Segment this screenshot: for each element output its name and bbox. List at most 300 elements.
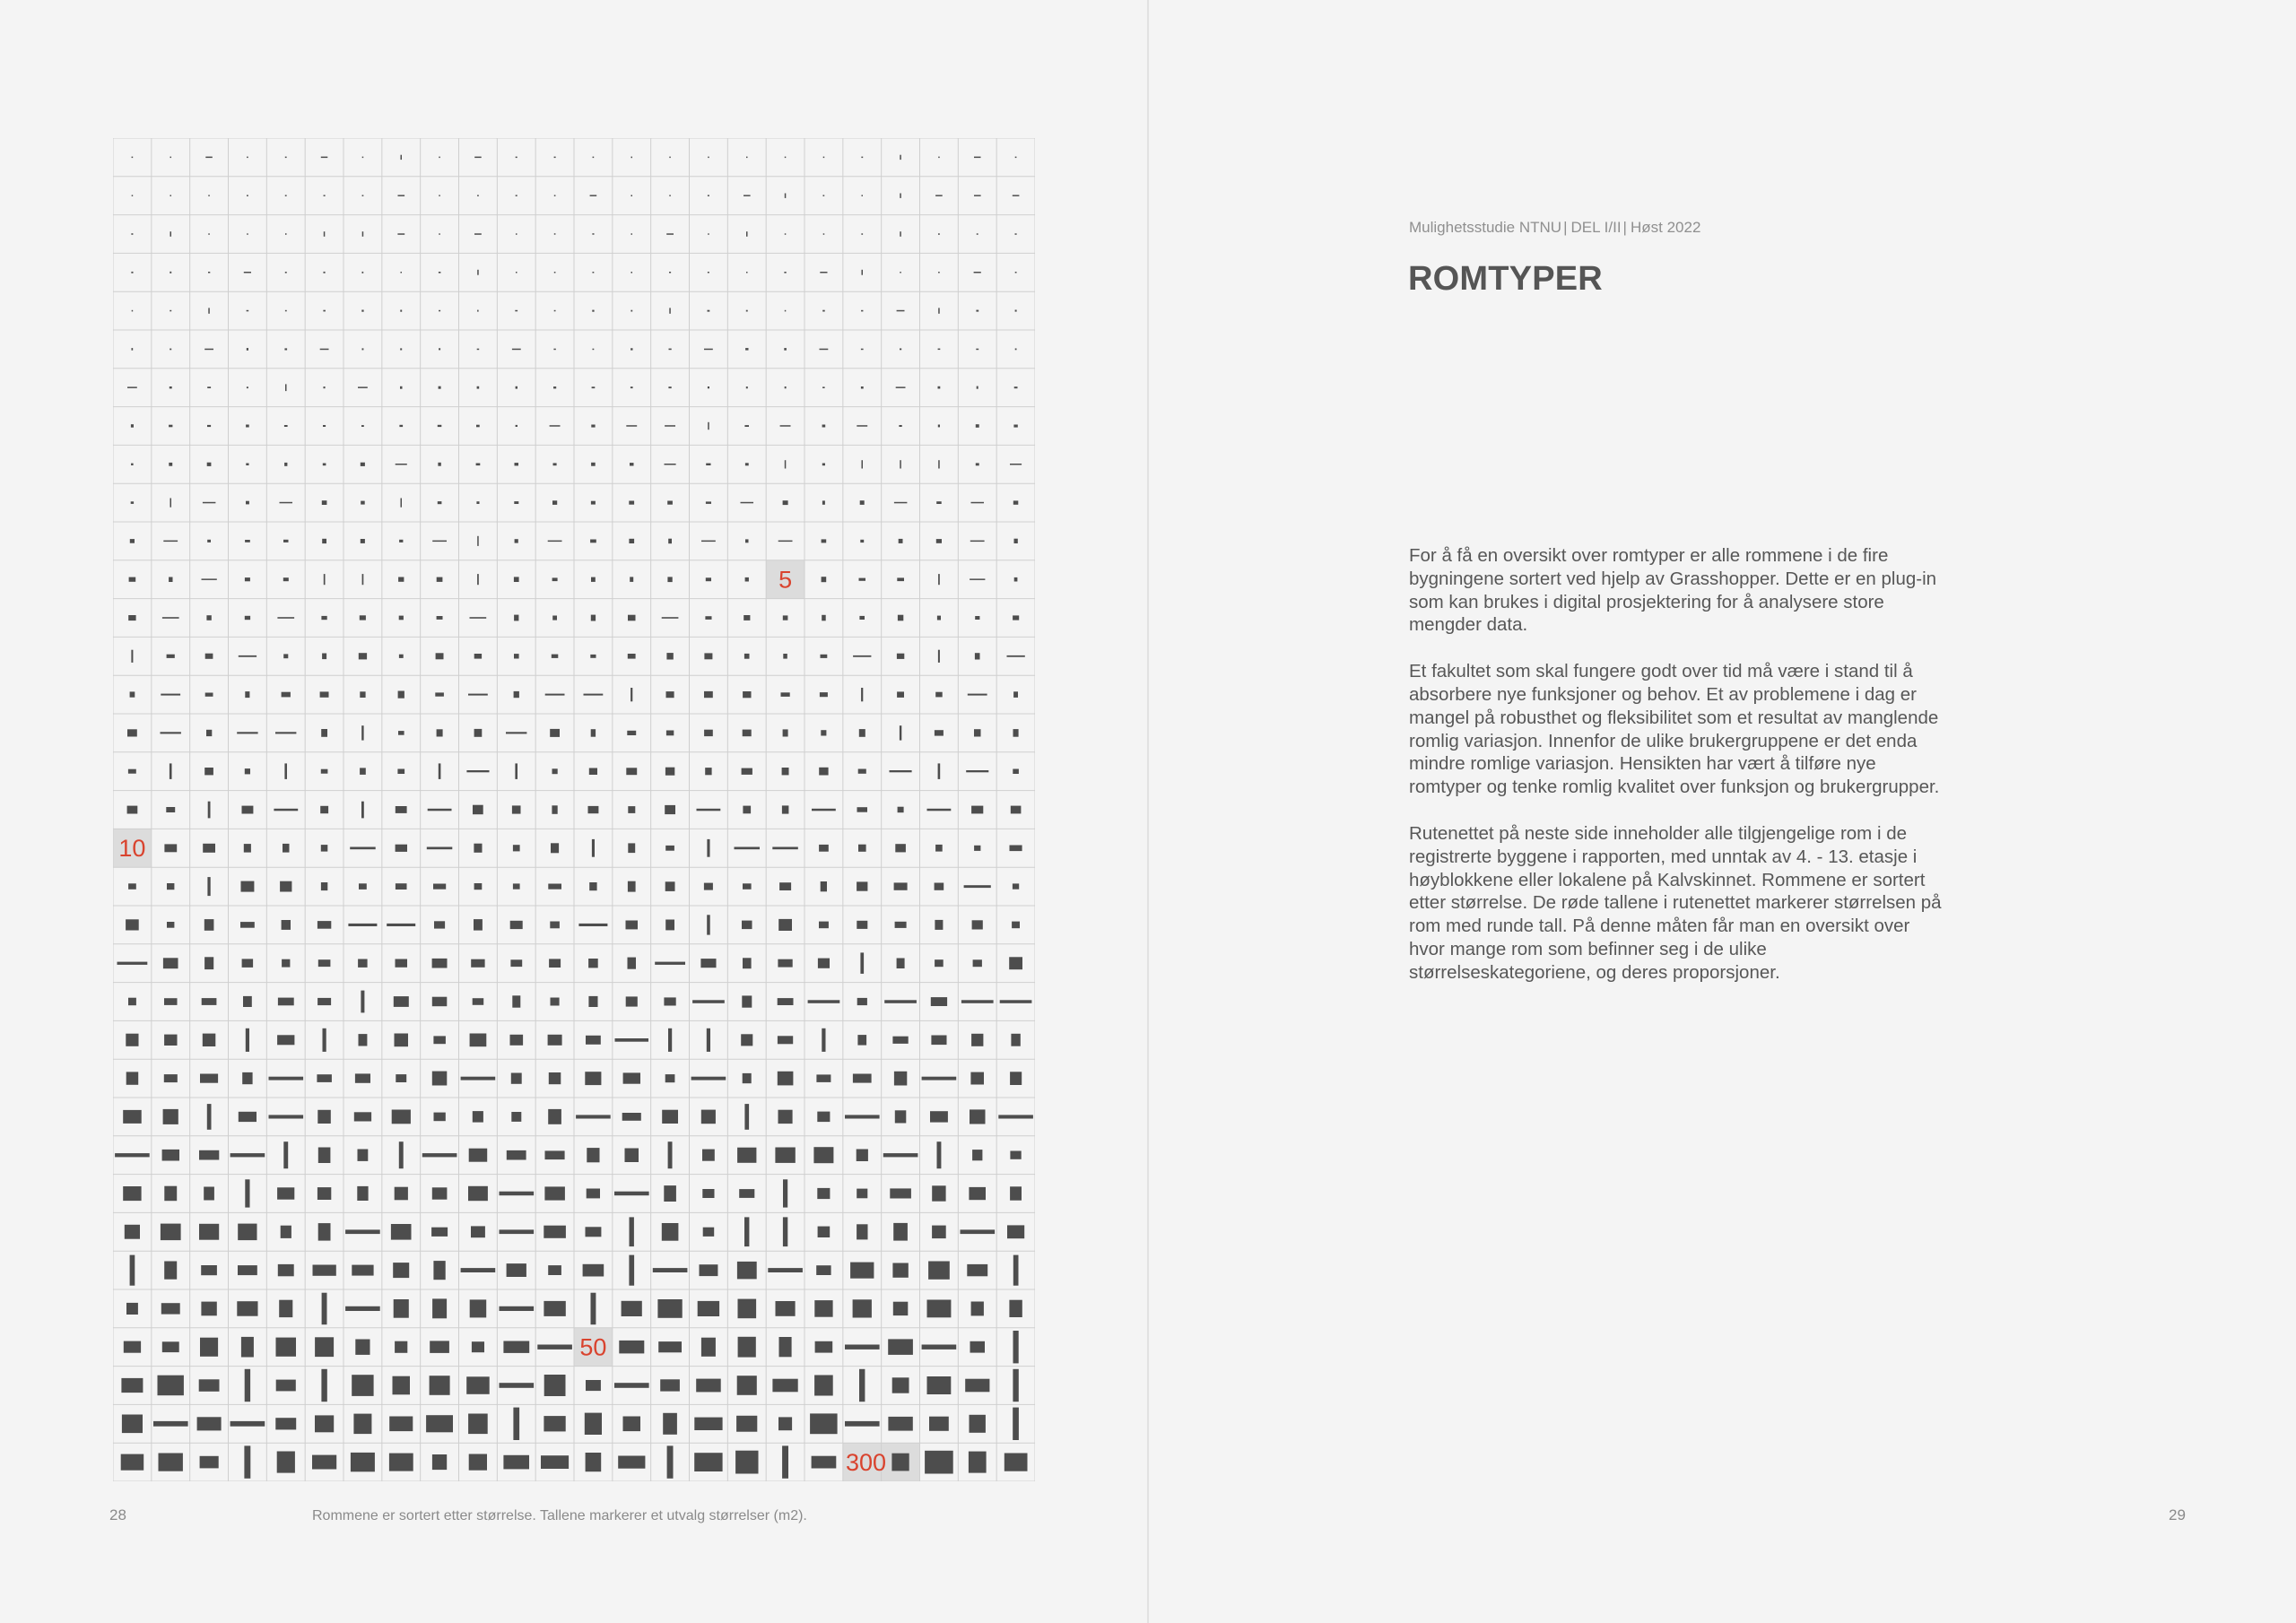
room-shape — [474, 654, 482, 659]
room-shape — [130, 1255, 135, 1286]
room-shape — [433, 884, 446, 890]
room-shape — [897, 310, 905, 312]
room-shape — [170, 763, 172, 779]
room-shape — [247, 233, 248, 235]
room-shape — [552, 577, 558, 581]
room-shape — [283, 1141, 288, 1168]
room-shape — [697, 809, 721, 812]
room-shape — [744, 1104, 749, 1130]
room-shape — [398, 731, 404, 735]
room-shape — [169, 577, 172, 583]
room-shape — [170, 349, 171, 351]
room-shape — [1015, 310, 1017, 312]
room-shape — [969, 1452, 987, 1473]
room-shape — [823, 233, 825, 235]
room-shape — [1013, 195, 1020, 196]
room-shape — [132, 157, 134, 159]
room-shape — [361, 310, 363, 312]
room-shape — [853, 1074, 872, 1083]
room-shape — [207, 1104, 212, 1130]
room-shape — [932, 1185, 945, 1201]
room-shape — [861, 386, 864, 389]
room-shape — [927, 1300, 952, 1318]
room-shape — [822, 386, 825, 388]
room-shape — [434, 921, 445, 928]
room-shape — [928, 1262, 950, 1280]
room-shape — [938, 233, 940, 235]
room-shape — [396, 806, 407, 813]
room-shape — [741, 1034, 752, 1046]
room-shape — [1014, 539, 1018, 543]
room-shape — [285, 233, 287, 235]
room-shape — [745, 577, 749, 582]
room-shape — [238, 1224, 257, 1241]
room-shape — [279, 1300, 292, 1317]
room-shape — [275, 732, 296, 733]
room-shape — [477, 386, 480, 389]
room-shape — [428, 809, 452, 812]
room-shape — [167, 655, 175, 658]
room-shape — [814, 1300, 832, 1317]
room-shape — [246, 501, 249, 505]
room-shape — [819, 768, 828, 776]
room-shape — [781, 692, 790, 697]
room-shape — [935, 883, 944, 890]
room-shape — [859, 578, 866, 581]
room-shape — [817, 1188, 830, 1199]
room-shape — [976, 310, 978, 312]
room-shape — [553, 463, 557, 465]
room-shape — [506, 732, 526, 733]
room-shape — [626, 425, 637, 427]
room-shape — [552, 500, 557, 505]
room-shape — [131, 233, 133, 235]
room-shape — [665, 920, 674, 931]
room-shape — [283, 654, 288, 658]
room-shape — [665, 805, 675, 814]
room-shape — [976, 463, 979, 465]
room-shape — [204, 957, 213, 969]
room-shape — [516, 195, 517, 196]
room-shape — [396, 883, 407, 890]
room-shape — [315, 1337, 334, 1357]
room-shape — [477, 349, 480, 351]
room-shape — [361, 991, 364, 1013]
room-shape — [850, 1263, 874, 1279]
room-shape — [393, 1263, 409, 1278]
room-shape — [857, 998, 867, 1005]
room-shape — [812, 1456, 837, 1469]
room-shape — [359, 1034, 368, 1046]
room-shape — [208, 308, 210, 313]
room-shape — [859, 1369, 865, 1402]
room-shape — [665, 768, 674, 776]
room-shape — [592, 386, 596, 388]
room-shape — [614, 1383, 649, 1388]
room-shape — [821, 730, 826, 735]
room-shape — [623, 1072, 640, 1083]
room-shape — [244, 1445, 250, 1478]
room-shape — [1013, 691, 1018, 698]
room-shape — [359, 653, 367, 659]
room-shape — [281, 1226, 291, 1238]
room-shape — [357, 1186, 368, 1201]
room-shape — [971, 806, 983, 814]
room-shape — [204, 349, 213, 351]
room-shape — [361, 501, 365, 505]
room-shape — [474, 729, 483, 737]
room-shape — [207, 463, 212, 466]
room-shape — [961, 1229, 996, 1234]
room-shape — [551, 843, 559, 853]
room-shape — [1010, 1151, 1021, 1159]
room-shape — [977, 233, 978, 235]
room-shape — [553, 386, 556, 388]
room-shape — [128, 769, 136, 774]
room-shape — [170, 310, 171, 312]
room-shape — [477, 270, 479, 275]
room-shape — [778, 541, 793, 542]
room-shape — [474, 844, 482, 853]
room-shape — [884, 1000, 917, 1003]
room-shape — [669, 195, 671, 196]
room-shape — [900, 155, 901, 160]
room-shape — [323, 425, 326, 427]
room-shape — [237, 1301, 257, 1316]
room-shape — [323, 310, 326, 312]
room-shape — [315, 1415, 334, 1432]
room-shape — [591, 577, 596, 582]
room-shape — [857, 807, 868, 812]
room-shape — [892, 1037, 908, 1044]
room-shape — [1015, 233, 1017, 235]
room-shape — [708, 386, 709, 388]
room-shape — [549, 1072, 561, 1084]
room-shape — [395, 1187, 408, 1201]
room-shape — [169, 425, 172, 428]
room-shape — [660, 1379, 680, 1391]
room-shape — [321, 1369, 326, 1402]
room-shape — [317, 1110, 331, 1124]
room-shape — [500, 1229, 535, 1234]
room-shape — [1000, 1000, 1032, 1003]
room-shape — [124, 1341, 141, 1353]
room-shape — [554, 233, 556, 235]
room-shape — [742, 768, 752, 775]
room-shape — [130, 539, 135, 543]
room-shape — [938, 308, 940, 313]
room-shape — [822, 425, 826, 428]
room-shape — [516, 233, 517, 235]
room-shape — [127, 386, 137, 388]
room-shape — [320, 691, 329, 697]
room-shape — [282, 692, 291, 698]
room-shape — [361, 539, 365, 543]
room-shape — [822, 615, 826, 621]
room-shape — [283, 577, 289, 581]
room-shape — [778, 1072, 794, 1086]
room-shape — [1012, 922, 1020, 929]
room-shape — [892, 1263, 908, 1278]
room-shape — [470, 1034, 487, 1047]
room-shape — [514, 691, 519, 698]
room-shape — [513, 1408, 519, 1440]
room-shape — [439, 386, 441, 389]
room-shape — [324, 231, 326, 237]
room-shape — [358, 386, 368, 388]
header-part: DEL I/II — [1570, 219, 1622, 236]
room-shape — [861, 157, 863, 159]
room-shape — [466, 1376, 490, 1394]
room-shape — [473, 805, 483, 815]
room-shape — [394, 996, 409, 1007]
room-shape — [471, 959, 484, 968]
room-shape — [742, 921, 752, 930]
room-shape — [667, 577, 672, 582]
room-shape — [768, 1268, 803, 1272]
room-shape — [548, 1109, 561, 1124]
room-shape — [820, 349, 829, 351]
room-shape — [614, 1192, 649, 1196]
room-shape — [278, 998, 294, 1006]
room-shape — [395, 1034, 409, 1047]
room-shape — [324, 272, 326, 273]
room-shape — [552, 655, 559, 658]
room-shape — [170, 231, 172, 237]
room-shape — [859, 616, 865, 620]
room-shape — [515, 310, 517, 312]
room-shape — [622, 1113, 641, 1121]
room-shape — [323, 464, 326, 466]
room-shape — [432, 541, 447, 542]
room-shape — [468, 1186, 488, 1201]
room-shape — [247, 386, 248, 388]
room-shape — [207, 540, 211, 542]
room-shape — [817, 1112, 830, 1123]
room-shape — [282, 920, 291, 930]
room-shape — [321, 882, 327, 890]
room-shape — [668, 539, 672, 544]
room-shape — [550, 729, 560, 737]
room-shape — [205, 157, 213, 159]
room-shape — [389, 1417, 413, 1432]
room-shape — [169, 463, 172, 466]
room-shape — [283, 844, 290, 853]
room-shape — [241, 1337, 254, 1358]
room-shape — [1009, 957, 1022, 969]
room-shape — [361, 425, 364, 427]
room-shape — [937, 616, 941, 621]
room-shape — [437, 729, 443, 736]
room-shape — [900, 349, 901, 351]
room-shape — [399, 616, 404, 621]
room-shape — [153, 1421, 188, 1427]
room-shape — [1011, 1034, 1020, 1046]
room-shape — [861, 349, 864, 351]
room-shape — [820, 272, 827, 273]
room-shape — [935, 845, 943, 852]
room-shape — [655, 962, 685, 965]
room-shape — [201, 1302, 216, 1316]
room-shape — [970, 578, 985, 580]
room-shape — [785, 386, 787, 388]
room-shape — [245, 768, 250, 774]
room-shape — [1013, 425, 1017, 428]
room-shape — [1013, 500, 1019, 504]
room-shape — [998, 1115, 1033, 1118]
room-shape — [822, 500, 825, 504]
room-shape — [897, 577, 904, 581]
room-shape — [345, 1306, 380, 1311]
room-shape — [242, 959, 254, 968]
room-shape — [396, 1074, 406, 1082]
room-shape — [545, 694, 565, 696]
room-shape — [736, 1416, 757, 1432]
room-shape — [822, 310, 825, 312]
room-shape — [393, 1376, 411, 1395]
room-shape — [200, 1074, 218, 1083]
room-shape — [245, 540, 250, 542]
room-shape — [203, 502, 216, 504]
room-shape — [1013, 883, 1019, 889]
room-shape — [703, 1228, 715, 1237]
room-shape — [628, 654, 636, 659]
room-shape — [778, 959, 792, 968]
room-shape — [972, 920, 983, 929]
room-shape — [822, 464, 825, 466]
room-shape — [461, 1077, 496, 1081]
room-shape — [888, 1339, 913, 1355]
room-shape — [937, 1141, 942, 1168]
room-shape — [554, 195, 556, 196]
room-shape — [322, 500, 327, 505]
room-shape — [432, 1298, 447, 1318]
room-shape — [512, 349, 521, 351]
room-shape — [389, 1454, 413, 1471]
room-shape — [922, 1345, 957, 1350]
room-shape — [704, 349, 713, 351]
room-shape — [744, 654, 750, 659]
room-shape — [544, 1375, 566, 1396]
room-shape — [237, 732, 257, 733]
room-shape — [477, 536, 479, 546]
room-shape — [975, 653, 980, 659]
room-shape — [738, 1337, 756, 1358]
room-shape — [397, 233, 404, 235]
room-shape — [550, 425, 561, 427]
room-shape — [938, 574, 940, 585]
room-shape — [784, 348, 787, 351]
room-shape — [782, 1445, 788, 1478]
room-shape — [164, 998, 178, 1005]
room-shape — [362, 272, 364, 273]
room-shape — [900, 460, 901, 468]
room-shape — [477, 310, 479, 312]
room-shape — [514, 501, 518, 504]
room-shape — [737, 1262, 757, 1280]
room-shape — [746, 231, 748, 237]
room-shape — [862, 460, 864, 468]
room-shape — [246, 1028, 249, 1052]
room-shape — [162, 1150, 179, 1161]
room-shape — [514, 577, 519, 582]
room-shape — [592, 839, 595, 857]
room-shape — [745, 348, 748, 351]
room-shape — [511, 1073, 522, 1084]
room-shape — [888, 1417, 912, 1431]
room-shape — [426, 1415, 453, 1432]
room-shape — [470, 617, 487, 619]
room-shape — [438, 425, 442, 427]
room-shape — [664, 1185, 676, 1202]
room-shape — [591, 501, 596, 505]
room-shape — [433, 1261, 445, 1280]
room-shape — [662, 1223, 679, 1241]
room-shape — [845, 1115, 880, 1118]
room-shape — [1013, 1369, 1018, 1402]
room-shape — [737, 1148, 756, 1163]
room-shape — [245, 1179, 249, 1207]
room-shape — [853, 1299, 872, 1317]
room-shape — [1010, 1072, 1022, 1085]
room-shape — [593, 157, 595, 159]
room-shape — [358, 959, 368, 968]
room-shape — [970, 1109, 986, 1124]
room-shape — [775, 1148, 795, 1163]
page-title: ROMTYPER — [1408, 260, 1603, 298]
room-shape — [554, 272, 556, 273]
room-shape — [668, 1141, 673, 1168]
room-shape — [430, 1376, 450, 1395]
room-shape — [170, 499, 172, 508]
room-shape — [245, 616, 250, 620]
room-shape — [816, 1265, 831, 1275]
room-shape — [858, 845, 866, 852]
room-shape — [552, 768, 558, 774]
room-shape — [925, 1451, 953, 1474]
room-shape — [623, 1417, 641, 1432]
room-shape — [862, 195, 864, 196]
room-shape — [362, 574, 364, 585]
room-shape — [170, 157, 172, 159]
room-shape — [245, 577, 250, 581]
room-shape — [818, 1227, 831, 1237]
room-shape — [615, 1038, 649, 1042]
room-shape — [974, 729, 981, 736]
room-shape — [269, 1077, 304, 1081]
room-shape — [164, 1262, 177, 1280]
room-shape — [284, 425, 288, 427]
room-shape — [627, 731, 636, 735]
room-shape — [203, 844, 215, 853]
room-shape — [131, 501, 134, 504]
room-shape — [783, 729, 788, 736]
room-shape — [208, 233, 210, 235]
room-shape — [977, 386, 978, 389]
size-marker-10: 10 — [118, 835, 146, 863]
room-shape — [477, 195, 479, 196]
paragraph-3: Rutenettet på neste side inneholder alle tilgjengelige rom i de registrerte byggene i rapporten, med unntak av 4. - 13. etasje i høyblokkene eller lokalene på Kalvskinnet. Rommene er sortert etter størrelse. De røde tallene i rutenettet markerer størrelsen på rom med runde tall. På denne måten får man en oversikt over hvor mange rom som befinner seg i de ulike størrelseskategoriene, og deres proporsjoner. — [1409, 822, 1942, 983]
page-number-left: 28 — [109, 1506, 126, 1523]
room-shape — [890, 1188, 911, 1198]
room-shape — [858, 769, 866, 774]
room-shape — [544, 1186, 565, 1200]
room-shape — [702, 1189, 714, 1198]
room-shape — [630, 463, 634, 465]
room-shape — [241, 881, 255, 892]
room-shape — [317, 998, 331, 1005]
room-shape — [927, 809, 952, 812]
